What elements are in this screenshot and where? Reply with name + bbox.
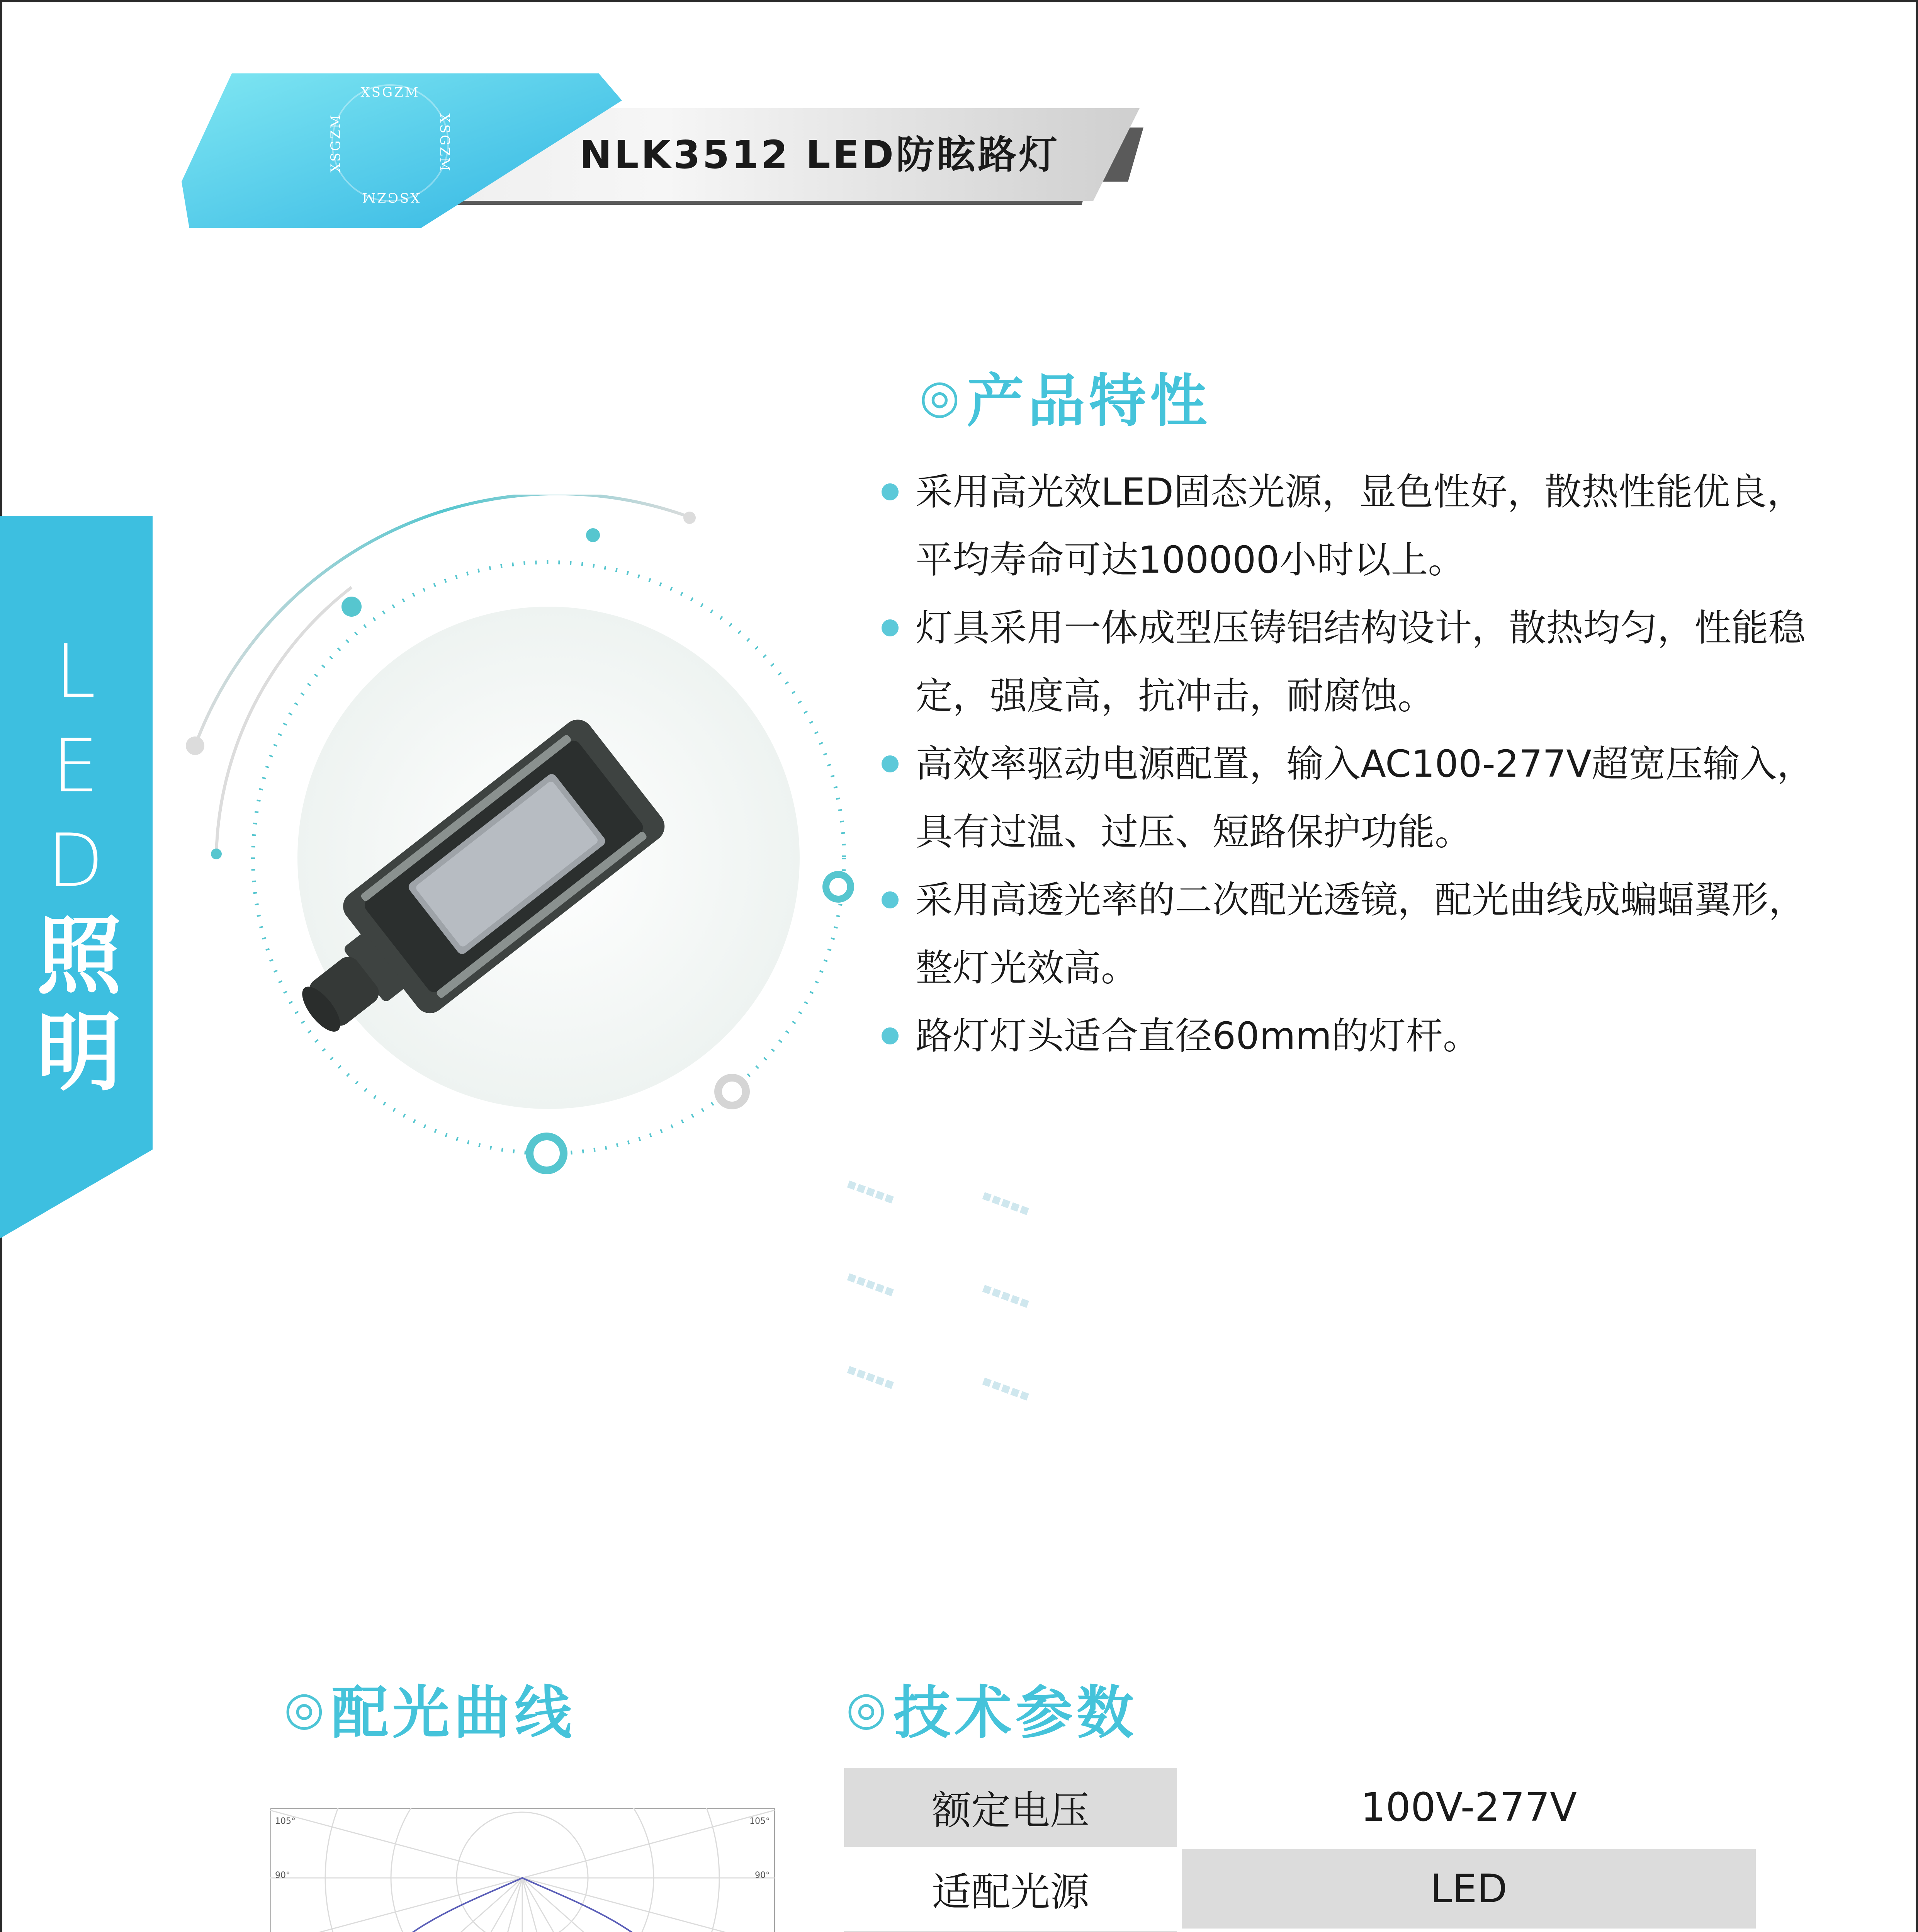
svg-text:XSGZM: XSGZM	[437, 113, 452, 173]
svg-text:XSGZM: XSGZM	[360, 190, 420, 205]
page-title: NLK3512 LED防眩路灯	[579, 132, 1060, 177]
bullet-icon	[882, 891, 899, 908]
features-list	[873, 458, 1816, 1070]
features-heading-text: 产品特性	[967, 368, 1211, 434]
svg-text:XSGZM: XSGZM	[328, 113, 343, 173]
watermark: ▪▪▪▪▪	[980, 1186, 1033, 1219]
ring-icon: ◎	[284, 1681, 324, 1735]
side-letter-e: E	[52, 723, 99, 809]
features-heading	[919, 355, 1211, 437]
header-banner	[182, 66, 1155, 228]
side-cn-ming: 明	[37, 1003, 122, 1102]
side-tab	[0, 516, 153, 1238]
light-curve-heading-text: 配光曲线	[331, 1680, 576, 1746]
spec-value: 100V-277V	[1182, 1768, 1756, 1849]
side-letter-l: L	[55, 629, 96, 714]
ring-icon: ◎	[846, 1681, 887, 1735]
angle-label: 105°	[749, 1816, 770, 1826]
feature-item: 高效率驱动电源配置，输入AC100-277V超宽压输入，具有过温、过压、短路保护功能。	[873, 730, 1816, 866]
bullet-icon	[882, 1027, 899, 1044]
spec-row	[844, 1849, 1756, 1931]
angle-label: 90°	[755, 1871, 770, 1880]
feature-item: 灯具采用一体成型压铸铝结构设计，散热均匀，性能稳定，强度高，抗冲击，耐腐蚀。	[873, 594, 1816, 730]
bullet-icon	[882, 619, 899, 636]
ring-icon: ◎	[919, 369, 960, 423]
feature-item: 采用高透光率的二次配光透镜，配光曲线成蝙蝠翼形，整灯光效高。	[873, 866, 1816, 1002]
watermark: ▪▪▪▪▪	[844, 1267, 897, 1300]
watermark: ▪▪▪▪▪	[844, 1360, 897, 1393]
angle-label: 105°	[275, 1816, 296, 1826]
specs-heading	[846, 1667, 1138, 1749]
watermark: ▪▪▪▪▪	[844, 1174, 897, 1208]
angle-label: 90°	[275, 1871, 290, 1880]
bullet-icon	[882, 755, 899, 772]
spec-row	[844, 1768, 1756, 1849]
specs-heading-text: 技术参数	[893, 1680, 1138, 1746]
side-cn-zhao: 照	[37, 907, 122, 1006]
side-letter-d: D	[47, 818, 104, 903]
spec-table	[844, 1768, 1756, 1932]
spec-label: 额定电压	[844, 1768, 1182, 1849]
watermark: ▪▪▪▪▪	[980, 1279, 1033, 1312]
spec-value: LED	[1182, 1849, 1756, 1931]
bullet-icon	[882, 483, 899, 500]
watermark: ▪▪▪▪▪	[980, 1371, 1033, 1405]
svg-text:XSGZM: XSGZM	[360, 85, 420, 100]
feature-item: 路灯灯头适合直径60mm的灯杆。	[873, 1002, 1816, 1070]
spec-label: 适配光源	[844, 1849, 1182, 1931]
feature-item: 采用高光效LED固态光源，显色性好，散热性能优良，平均寿命可达100000小时以上。	[873, 458, 1816, 594]
polar-diagram	[270, 1808, 778, 1932]
light-curve-heading	[284, 1667, 576, 1749]
product-visual	[174, 495, 881, 1190]
